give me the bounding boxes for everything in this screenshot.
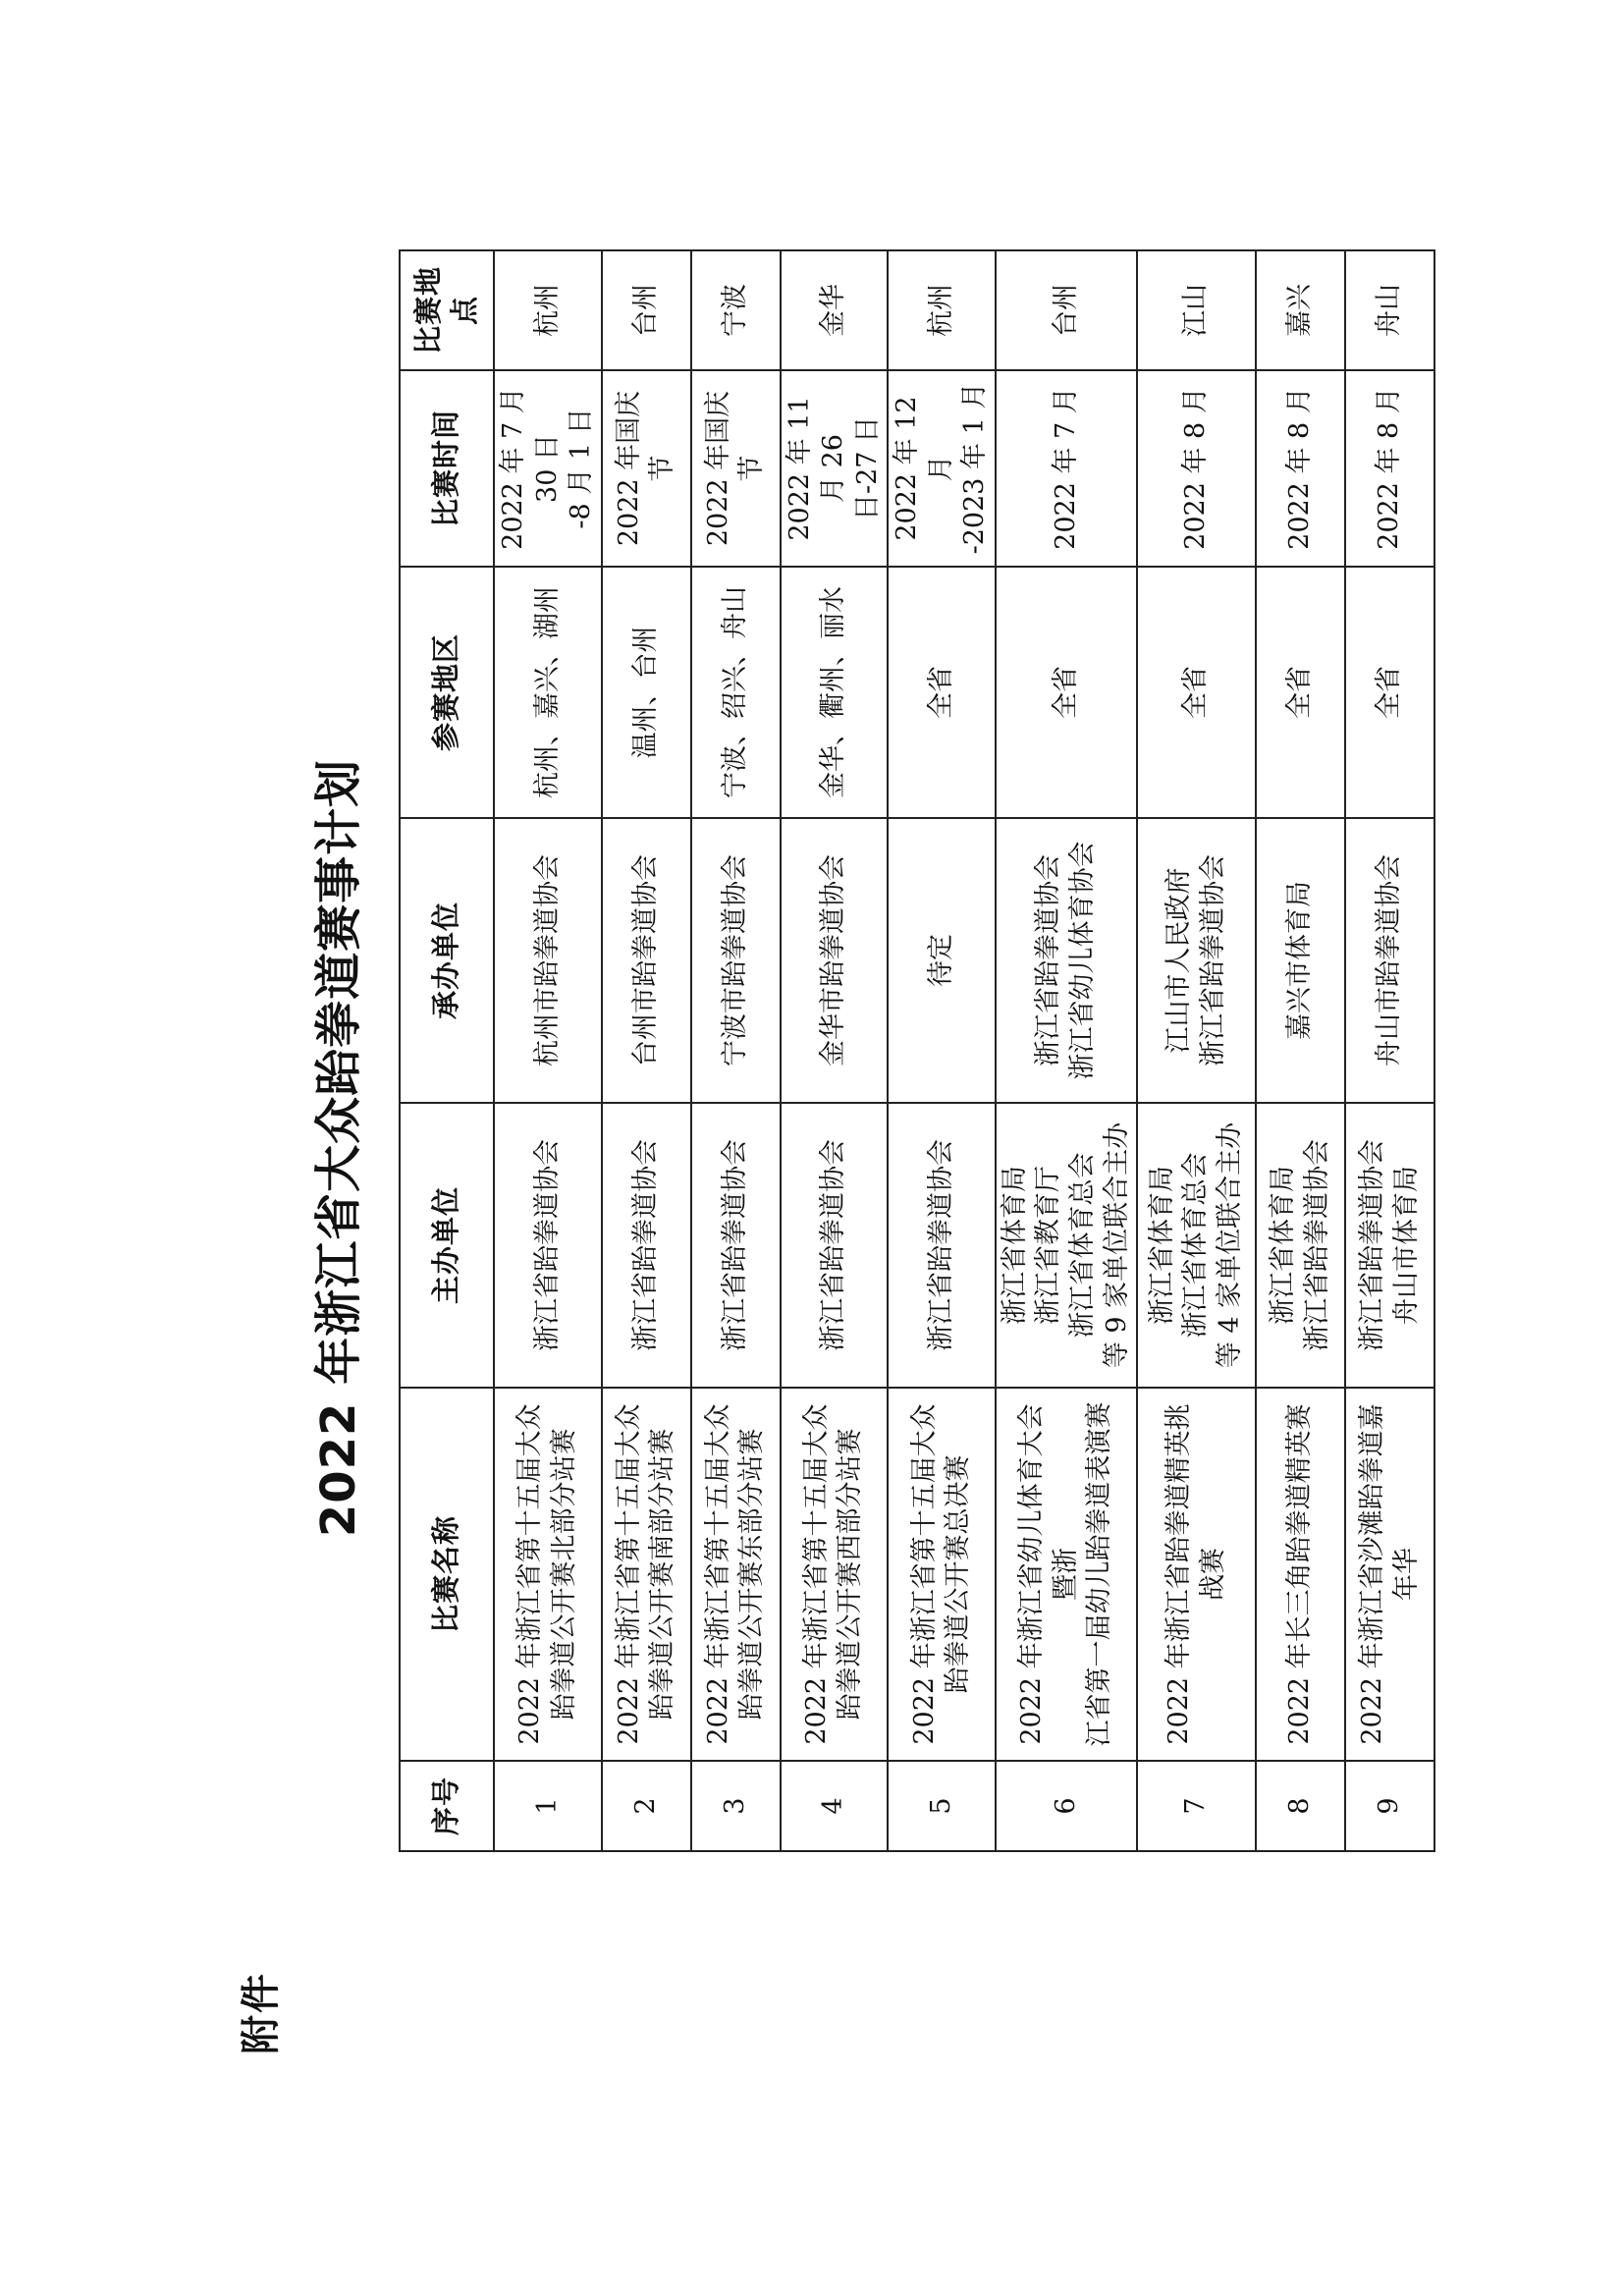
cell-organizer: 台州市跆拳道协会 [602,818,691,1103]
cell-organizer: 浙江省跆拳道协会 浙江省幼儿体育协会 [996,818,1137,1103]
header-host: 主办单位 [400,1103,494,1388]
attachment-label: 附件 [239,1972,284,2054]
cell-venue: 舟山 [1345,250,1434,370]
cell-name: 2022 年浙江省第十五届大众 跆拳道公开赛西部分站赛 [781,1388,889,1761]
cell-time: 2022 年 12 月 -2023 年 1 月 [888,370,996,567]
cell-time: 2022 年 11 月 26 日-27 日 [781,370,889,567]
table-row [1137,250,1256,1851]
cell-name: 2022 年浙江省第十五届大众 跆拳道公开赛总决赛 [888,1388,996,1761]
cell-time: 2022 年 7 月 [996,370,1137,567]
cell-no: 4 [781,1761,889,1851]
cell-time: 2022 年 8 月 [1137,370,1256,567]
table-row [602,250,691,1851]
cell-organizer: 舟山市跆拳道协会 [1345,818,1434,1103]
cell-venue: 杭州 [494,250,602,370]
cell-no: 6 [996,1761,1137,1851]
header-time: 比赛时间 [400,370,494,567]
cell-region: 全省 [888,567,996,818]
cell-region: 全省 [1137,567,1256,818]
cell-time: 2022 年 8 月 [1345,370,1434,567]
cell-region: 全省 [1345,567,1434,818]
cell-host: 浙江省体育局 浙江省教育厅 浙江省体育总会 等 9 家单位联合主办 [996,1103,1137,1388]
cell-no: 1 [494,1761,602,1851]
event-plan-table [399,249,1435,1852]
cell-name: 2022 年浙江省第十五届大众 跆拳道公开赛南部分站赛 [602,1388,691,1761]
cell-host: 浙江省跆拳道协会 舟山市体育局 [1345,1103,1434,1388]
table-row [996,250,1137,1851]
table-header-row [400,250,494,1851]
cell-no: 2 [602,1761,691,1851]
cell-organizer: 嘉兴市体育局 [1256,818,1345,1103]
cell-organizer: 金华市跆拳道协会 [781,818,889,1103]
header-no: 序号 [400,1761,494,1851]
cell-region: 杭州、嘉兴、湖州 [494,567,602,818]
cell-name: 2022 年浙江省跆拳道精英挑战赛 [1137,1388,1256,1761]
cell-host: 浙江省跆拳道协会 [888,1103,996,1388]
cell-venue: 台州 [602,250,691,370]
cell-venue: 台州 [996,250,1137,370]
cell-host: 浙江省跆拳道协会 [781,1103,889,1388]
cell-organizer: 待定 [888,818,996,1103]
cell-name: 2022 年浙江省幼儿体育大会暨浙 江省第一届幼儿跆拳道表演赛 [996,1388,1137,1761]
cell-region: 全省 [1256,567,1345,818]
cell-organizer: 江山市人民政府 浙江省跆拳道协会 [1137,818,1256,1103]
header-venue: 比赛地点 [400,250,494,370]
page-title: 2022 年浙江省大众跆拳道赛事计划 [311,758,366,1538]
cell-name: 2022 年长三角跆拳道精英赛 [1256,1388,1345,1761]
cell-name: 2022 年浙江省第十五届大众 跆拳道公开赛北部分站赛 [494,1388,602,1761]
cell-host: 浙江省跆拳道协会 [494,1103,602,1388]
cell-name: 2022 年浙江省沙滩跆拳道嘉年华 [1345,1388,1434,1761]
cell-no: 7 [1137,1761,1256,1851]
cell-venue: 宁波 [691,250,781,370]
cell-no: 5 [888,1761,996,1851]
cell-region: 全省 [996,567,1137,818]
cell-time: 2022 年国庆节 [691,370,781,567]
cell-host: 浙江省跆拳道协会 [691,1103,781,1388]
table-row [691,250,781,1851]
cell-venue: 杭州 [888,250,996,370]
header-name: 比赛名称 [400,1388,494,1761]
cell-region: 宁波、绍兴、舟山 [691,567,781,818]
cell-host: 浙江省体育局 浙江省跆拳道协会 [1256,1103,1345,1388]
header-region: 参赛地区 [400,567,494,818]
cell-no: 8 [1256,1761,1345,1851]
header-organizer: 承办单位 [400,818,494,1103]
cell-organizer: 杭州市跆拳道协会 [494,818,602,1103]
cell-name: 2022 年浙江省第十五届大众 跆拳道公开赛东部分站赛 [691,1388,781,1761]
cell-venue: 江山 [1137,250,1256,370]
cell-region: 金华、衢州、丽水 [781,567,889,818]
cell-venue: 嘉兴 [1256,250,1345,370]
table-row [888,250,996,1851]
table-row [1345,250,1434,1851]
cell-time: 2022 年 8 月 [1256,370,1345,567]
cell-no: 9 [1345,1761,1434,1851]
cell-no: 3 [691,1761,781,1851]
table-row [1256,250,1345,1851]
cell-venue: 金华 [781,250,889,370]
cell-organizer: 宁波市跆拳道协会 [691,818,781,1103]
table-row [494,250,602,1851]
cell-region: 温州、台州 [602,567,691,818]
cell-host: 浙江省体育局 浙江省体育总会 等 4 家单位联合主办 [1137,1103,1256,1388]
cell-time: 2022 年 7 月 30 日 -8 月 1 日 [494,370,602,567]
cell-host: 浙江省跆拳道协会 [602,1103,691,1388]
cell-time: 2022 年国庆节 [602,370,691,567]
table-row [781,250,889,1851]
